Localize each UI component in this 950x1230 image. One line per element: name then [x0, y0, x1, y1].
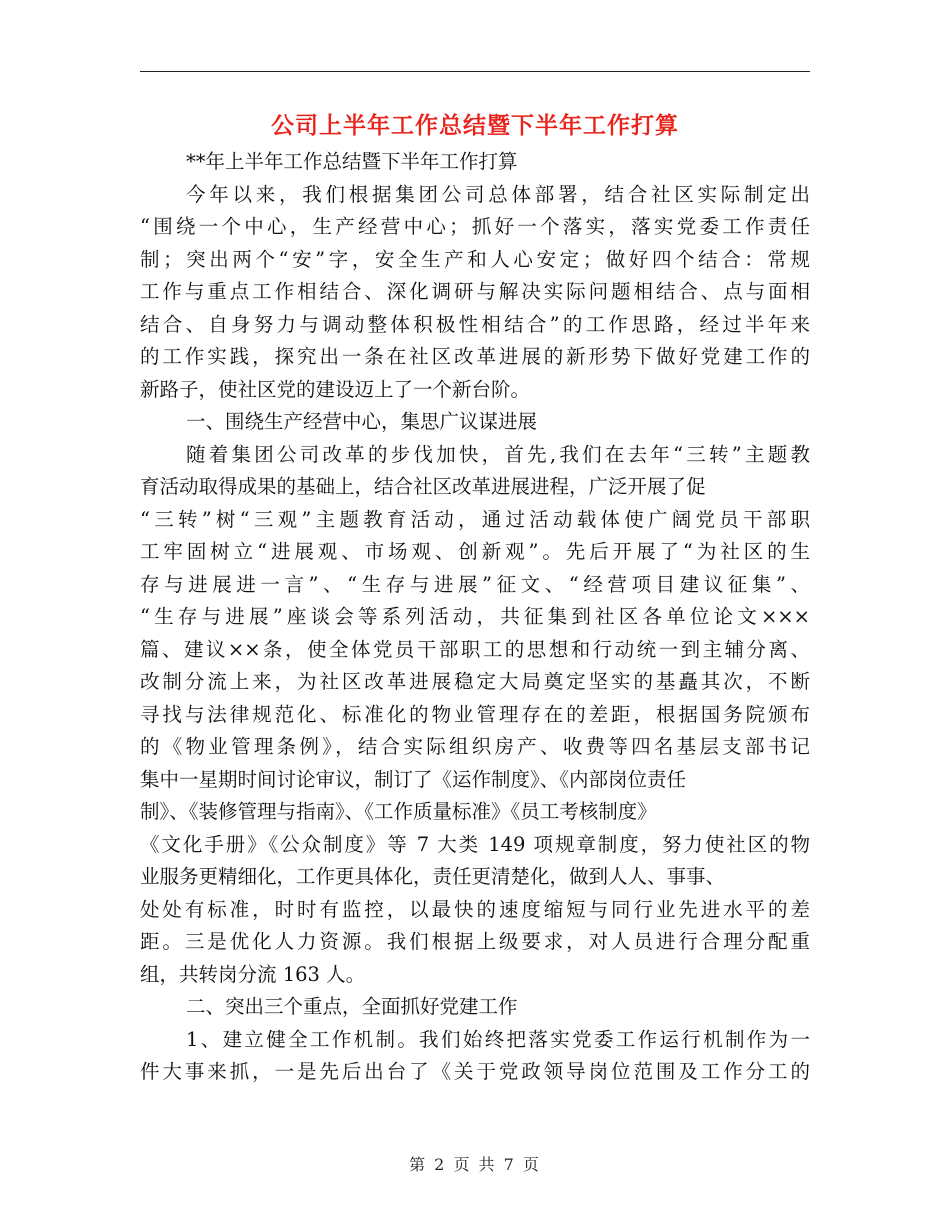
text-line: **年上半年工作总结暨下半年工作打算	[186, 150, 518, 173]
text-line: 结合、自身努力与调动整体积极性相结合”的工作思路，经过半年来	[140, 312, 810, 336]
page-number: 第 2 页 共 7 页	[409, 1155, 541, 1174]
text-line: 随着集团公司改革的步伐加快，首先,我们在去年“三转”主题教	[186, 442, 810, 466]
text-line: “围绕一个中心，生产经营中心；抓好一个落实，落实党委工作责任	[140, 215, 810, 238]
text-line: 距。三是优化人力资源。我们根据上级要求，对人员进行合理分配重	[140, 930, 810, 953]
text-line: 篇、建议××条，使全体党员干部职工的思想和行动统一到主辅分离、	[140, 637, 810, 661]
text-line: 的《物业管理条例》，结合实际组织房产、收费等四名基层支部书记	[140, 735, 810, 758]
text-line: “生存与进展”座谈会等系列活动，共征集到社区各单位论文×××	[140, 605, 810, 628]
text-line: 件大事来抓，一是先后出台了《关于党政领导岗位范围及工作分工的	[140, 1060, 810, 1083]
document-title: 公司上半年工作总结暨下半年工作打算	[271, 112, 679, 139]
text-line: 集中一星期时间讨论审议，制订了《运作制度》、《内部岗位责任	[140, 767, 687, 791]
text-line: 二、突出三个重点，全面抓好党建工作	[186, 995, 518, 1018]
text-line: 业服务更精细化，工作更具体化，责任更清楚化，做到人人、事事、	[140, 865, 726, 888]
text-line: 工牢固树立“进展观、市场观、创新观”。先后开展了“为社区的生	[140, 540, 810, 563]
text-line: 一、围绕生产经营中心，集思广议谋进展	[186, 410, 538, 433]
text-line: “三转”树“三观”主题教育活动，通过活动载体使广阔党员干部职	[140, 507, 810, 531]
text-line: 组，共转岗分流 163 人。	[140, 962, 366, 986]
text-line: 1、建立健全工作机制。我们始终把落实党委工作运行机制作为一	[186, 1027, 810, 1051]
text-line: 育活动取得成果的基础上，结合社区改革进展进程，广泛开展了促	[140, 475, 706, 498]
text-line: 工作与重点工作相结合、深化调研与解决实际问题相结合、点与面相	[140, 280, 810, 303]
header-rule	[140, 71, 810, 72]
text-line: 新路子，使社区党的建设迈上了一个新台阶。	[140, 377, 531, 401]
text-line: 的工作实践，探究出一条在社区改革进展的新形势下做好党建工作的	[140, 345, 810, 368]
text-line: 寻找与法律规范化、标准化的物业管理存在的差距，根据国务院颁布	[140, 702, 810, 726]
text-line: 存与进展进一言”、“生存与进展”征文、“经营项目建议征集”、	[140, 572, 810, 596]
text-line: 处处有标准，时时有监控，以最快的速度缩短与同行业先进水平的差	[140, 897, 810, 921]
text-line: 制》、《装修管理与指南》、《工作质量标准》《员工考核制度》	[140, 800, 657, 823]
document-body	[140, 146, 810, 1089]
text-line: 制；突出两个“安”字，安全生产和人心安定；做好四个结合：常规	[140, 247, 810, 271]
text-line: 改制分流上来，为社区改革进展稳定大局奠定坚实的基矗其次，不断	[140, 670, 810, 693]
text-line: 《文化手册》《公众制度》等 7 大类 149 项规章制度，努力使社区的物	[140, 832, 810, 856]
text-line: 今年以来，我们根据集团公司总体部署，结合社区实际制定出	[186, 182, 810, 206]
